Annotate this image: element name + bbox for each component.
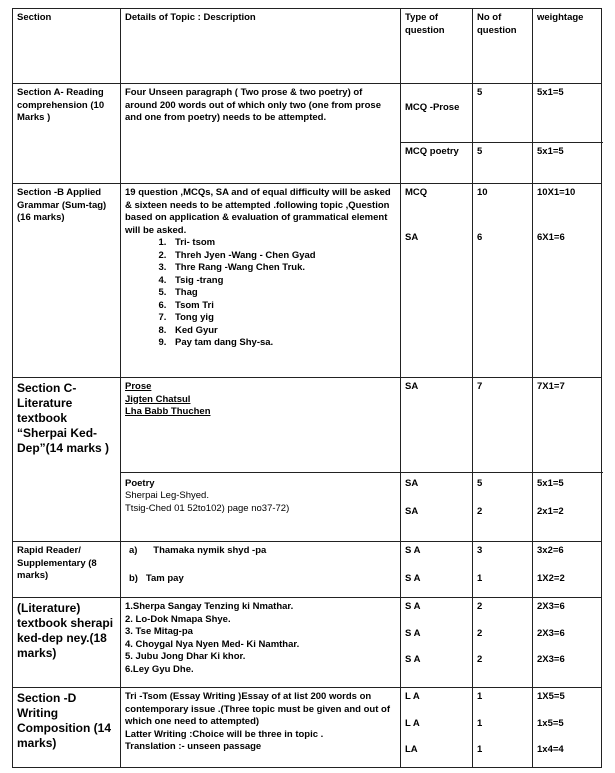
literature-weightage-3: 2X3=6 [537,654,565,665]
section-d-translation-text: unseen passage [184,741,262,752]
section-b-description: 19 question ,MCQs, SA and of equal difficulty will be asked & sixteen needs to be attempted .following topic ,Question based on application & evaluation of grammatical element will be asked. [125,187,391,236]
section-c-poetry-heading: Poetry [125,478,155,489]
section-b-types [401,184,473,377]
header-section: Section [13,9,121,83]
section-b-row [13,183,601,377]
section-d-types [401,688,473,767]
literature-row [13,597,601,687]
section-d-no-2: 1 [477,718,483,729]
list-item: 3. Tse Mitag-pa [125,626,193,637]
section-b-content [121,184,401,377]
list-item: 9. Pay tam dang Shy-sa. [169,337,396,350]
list-item: 5. Thag [169,287,396,300]
section-c-poetry-line-1: Sherpai Leg-Shyed. [125,490,209,501]
section-c-weightage-poetry-2: 2x1=2 [537,506,564,517]
section-b-title: Section -B Applied Grammar (Sum-tag) (16 marks) [13,184,121,377]
section-a-row [13,83,601,183]
marks-distribution-table [12,8,602,768]
literature-weightages [533,598,603,687]
section-a-type-1: MCQ -Prose [405,102,460,113]
section-b-nos [473,184,533,377]
section-c-nos [473,378,533,541]
section-c-divider [121,472,603,473]
rapid-type-a: S A [405,545,421,556]
literature-weightage-1: 2X3=6 [537,601,565,612]
list-item: 6.Ley Gyu Dhe. [125,663,194,675]
rapid-no-b: 1 [477,573,483,584]
rapid-reader-title [13,542,121,597]
list-item: 3. Thre Rang -Wang Chen Truk. [169,262,396,275]
section-d-title: Section -D Writing Composition (14 marks) [13,688,121,767]
literature-weightage-2: 2X3=6 [537,628,565,639]
rapid-item-b-marker: b) [129,573,138,584]
rapid-weightages [533,542,603,597]
rapid-weightage-b: 1X2=2 [537,573,565,584]
section-d-translation [125,741,396,754]
literature-no-3: 2 [477,654,483,665]
section-d-weightage-3: 1x4=4 [537,744,564,755]
list-item: 6. Tsom Tri [169,300,396,313]
header-type: Type of question [401,9,473,83]
section-d-translation-label: Translation :- [125,741,185,752]
section-c-type-poetry-1: SA [405,478,419,489]
section-c-type-prose: SA [405,381,419,392]
section-d-weightage-1: 1X5=5 [537,691,565,702]
section-c-weightage-poetry-1: 5x1=5 [537,478,564,489]
header-weightage: weightage [537,12,584,23]
section-a-title: Section A- Reading comprehension (10 Marks ) [13,84,121,183]
section-d-essay [125,691,396,729]
section-a-weightages [533,84,603,183]
section-b-weightage-1: 10X1=10 [537,187,576,198]
section-c-content [121,378,401,541]
rapid-types [401,542,473,597]
section-d-nos [473,688,533,767]
rapid-reader-items [121,542,401,597]
rapid-item-a [129,545,266,558]
rapid-reader-title-bold: Rapid Reader/ [17,545,81,556]
section-b-no-1: 10 [477,187,488,198]
list-item: 2. Threh Jyen -Wang - Chen Gyad [169,250,396,263]
section-a-no-2: 5 [477,146,483,157]
section-d-weightage-2: 1x5=5 [537,718,564,729]
rapid-reader-title-rest: Supplementary (8 marks) [17,557,97,581]
section-d-row [13,687,601,767]
section-a-no-1: 5 [477,87,483,98]
literature-type-1: S A [405,601,421,612]
section-b-type-1: MCQ [405,187,428,198]
section-d-content [121,688,401,767]
literature-type-2: S A [405,628,421,639]
list-item: 7. Tong yig [169,312,396,325]
section-d-essay-text: Essay of at list 200 words on contemporary issue .(Three topic must be given and out of which one need to attempted) [125,691,390,727]
section-d-type-3: LA [405,744,418,755]
section-b-weightages [533,184,603,377]
literature-nos [473,598,533,687]
section-a-type-2: MCQ poetry [405,146,459,157]
literature-title: (Literature) textbook sherapi ked-dep ney.(18 marks) [13,598,121,687]
section-a-divider [401,142,603,143]
rapid-reader-row [13,541,601,597]
list-item: 4. Tsig -trang [169,275,396,288]
section-c-type-poetry-2: SA [405,506,419,517]
section-c-weightage-prose: 7X1=7 [537,381,565,392]
list-item: 8. Ked Gyur [169,325,396,338]
rapid-item-b [129,573,184,586]
section-d-no-1: 1 [477,691,483,702]
literature-lines [121,598,401,687]
section-d-no-3: 1 [477,744,483,755]
section-d-type-2: L A [405,718,420,729]
section-d-essay-label: Tri -Tsom (Essay Writing ) [125,691,242,702]
section-c-prose-heading: Prose [125,381,152,392]
section-a-nos [473,84,533,183]
section-c-no-poetry-1: 5 [477,478,483,489]
list-item: 4. Choygal Nya Nyen Med- Ki Namthar. [125,638,300,650]
section-a-description: Four Unseen paragraph ( Two prose & two poetry) of around 200 words out of which only two (one from prose and one from poetry) needs to be attempted. [121,84,401,183]
section-b-topic-list [125,237,396,350]
section-d-type-1: L A [405,691,420,702]
header-row [13,9,601,83]
section-b-type-2: SA [405,232,419,243]
rapid-nos [473,542,533,597]
section-d-letter-label: Latter Writing : [125,728,193,740]
list-item: 1.Sherpa Sangay Tenzing ki Nmathar. [125,601,294,612]
section-d-weightages [533,688,603,767]
literature-type-3: S A [405,654,421,665]
section-b-no-2: 6 [477,232,483,243]
rapid-no-a: 3 [477,545,483,556]
section-d-letter [125,729,396,742]
rapid-item-a-text: Thamaka nymik shyd -pa [153,545,267,556]
section-b-weightage-2: 6X1=6 [537,232,565,243]
section-c-row [13,377,601,541]
section-a-types [401,84,473,183]
section-d-letter-text: Choice will be three in topic . [192,728,324,740]
list-item: 5. Jubu Jong Dhar Ki khor. [125,651,246,662]
section-c-prose-item: Jigten Chatsul [125,393,191,405]
header-no: No of question [473,9,533,83]
section-c-prose-item: Lha Babb Thuchen [125,406,211,417]
literature-no-2: 2 [477,628,483,639]
section-c-poetry-line-2: Ttsig-Ched 01 52to102) page no37-72) [125,503,290,514]
rapid-item-a-marker: a) [129,545,138,556]
literature-no-1: 2 [477,601,483,612]
section-c-no-prose: 7 [477,381,483,392]
rapid-weightage-a: 3x2=6 [537,545,564,556]
section-a-weightage-2: 5x1=5 [537,146,564,157]
list-item: 1. Tri- tsom [169,237,396,250]
section-c-title: Section C- Literature textbook “Sherpai Ked-Dep”(14 marks ) [13,378,121,541]
header-details: Details of Topic : Description [121,9,401,83]
section-c-no-poetry-2: 2 [477,506,483,517]
rapid-item-b-text: Tam pay [145,573,184,584]
section-c-weightages [533,378,603,541]
section-a-weightage-1: 5x1=5 [537,87,564,98]
list-item: 2. Lo-Dok Nmapa Shye. [125,613,231,625]
rapid-type-b: S A [405,573,421,584]
section-c-types [401,378,473,541]
literature-types [401,598,473,687]
